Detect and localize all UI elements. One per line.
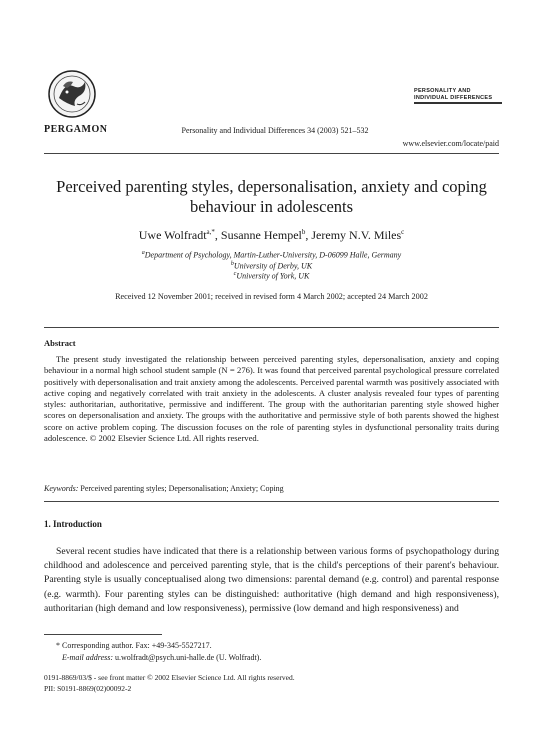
- copyright-line: 0191-8869/03/$ - see front matter © 2002 Elsevier Science Ltd. All rights reserved.: [44, 673, 295, 682]
- author-name: , Jeremy N.V. Miles: [305, 228, 402, 242]
- corresponding-footnote: * Corresponding author. Fax: +49-345-5527217.: [56, 641, 212, 650]
- email-link[interactable]: u.wolfradt@psych.uni-halle.de (U. Wolfradt).: [115, 653, 262, 662]
- author-affil-mark: a,*: [206, 228, 215, 236]
- affiliation-mark: a: [141, 250, 145, 256]
- pii-line: PII: S0191-8869(02)00092-2: [44, 684, 132, 693]
- header-divider: [44, 153, 499, 154]
- affiliation-mark: b: [230, 261, 234, 267]
- pergamon-logo-seal-icon: [47, 68, 97, 120]
- brand-line-2: INDIVIDUAL DIFFERENCES: [414, 94, 493, 101]
- journal-brand: [414, 88, 504, 101]
- journal-citation: Personality and Individual Differences 34 (2003) 521–532: [181, 126, 369, 135]
- brand-line-1: PERSONALITY AND: [414, 88, 471, 94]
- email-label: E-mail address:: [62, 653, 114, 662]
- abstract-heading: Abstract: [44, 338, 76, 348]
- received-dates: Received 12 November 2001; received in revised form 4 March 2002; accepted 24 March 2002: [115, 292, 428, 301]
- publisher-logo-text: PERGAMON: [44, 124, 108, 135]
- brand-underline: [414, 102, 502, 104]
- abstract-body: The present study investigated the relationship between perceived parenting styles, depersonalisation, anxiety and coping behaviour in a normal high school student sample (N = 276). It was found that perceived parental psychological pressure correlated positively with depersonalisation and trait anxiety among the adolescents. Perceived parental warmth was positively associated with active coping and negatively correlated with trait anxiety in the adolescents. A cluster analysis revealed four types of parenting styles: authoritarian, authoritative, permissive and indifferent. The group with the authoritarian parenting style showed higher scores on depersonalisation and anxiety. The groups with the authoritative and permissive style of both parents showed the highest score on active problem coping. The discussion focuses on the role of parenting styles in dysfunctional personality traits during adolescence. © 2002 Elsevier Science Ltd. All rights reserved.: [44, 354, 499, 444]
- author-line: [44, 228, 499, 243]
- affiliation-item: [44, 250, 499, 260]
- keywords: [44, 484, 499, 493]
- section-heading: 1. Introduction: [44, 519, 102, 529]
- section-body: Several recent studies have indicated that there is a relationship between various forms of psychopathology during childhood and adolescence and perceived parenting style, that is the child's perceptions of their parent's behaviour. Parenting style is usually conceptualised along two dimensions: parental demand (e.g. control) and parental response (e.g. warmth). Four parenting styles can be distinguished: authoritative (high demand and high responsiveness), authoritarian (high demand and low responsiveness), permissive (low demand and high responsiveness) and: [44, 546, 499, 614]
- journal-url-link[interactable]: www.elsevier.com/locate/paid: [402, 139, 499, 148]
- footnote-divider: [44, 634, 162, 635]
- affiliation-item: [44, 271, 499, 281]
- author-name: , Susanne Hempel: [214, 228, 302, 242]
- affiliation-text: University of York, UK: [236, 271, 310, 281]
- keywords-label: Keywords:: [44, 484, 79, 493]
- article-title: Perceived parenting styles, depersonalisation, anxiety and coping behaviour in adolescents: [56, 177, 487, 216]
- affiliation-text: Department of Psychology, Martin-Luther-University, D-06099 Halle, Germany: [144, 250, 402, 260]
- email-footnote: [62, 653, 261, 662]
- keywords-text: Perceived parenting styles; Depersonalisation; Anxiety; Coping: [80, 484, 284, 493]
- author-name: Uwe Wolfradt: [138, 228, 207, 242]
- abstract-top-divider: [44, 327, 499, 328]
- author-affil-mark: b: [301, 228, 306, 236]
- author-affil-mark: c: [401, 228, 405, 236]
- affiliation-text: University of Derby, UK: [233, 261, 313, 271]
- abstract-bottom-divider: [44, 501, 499, 502]
- affiliation-mark: c: [233, 271, 237, 277]
- affiliation-item: [44, 261, 499, 271]
